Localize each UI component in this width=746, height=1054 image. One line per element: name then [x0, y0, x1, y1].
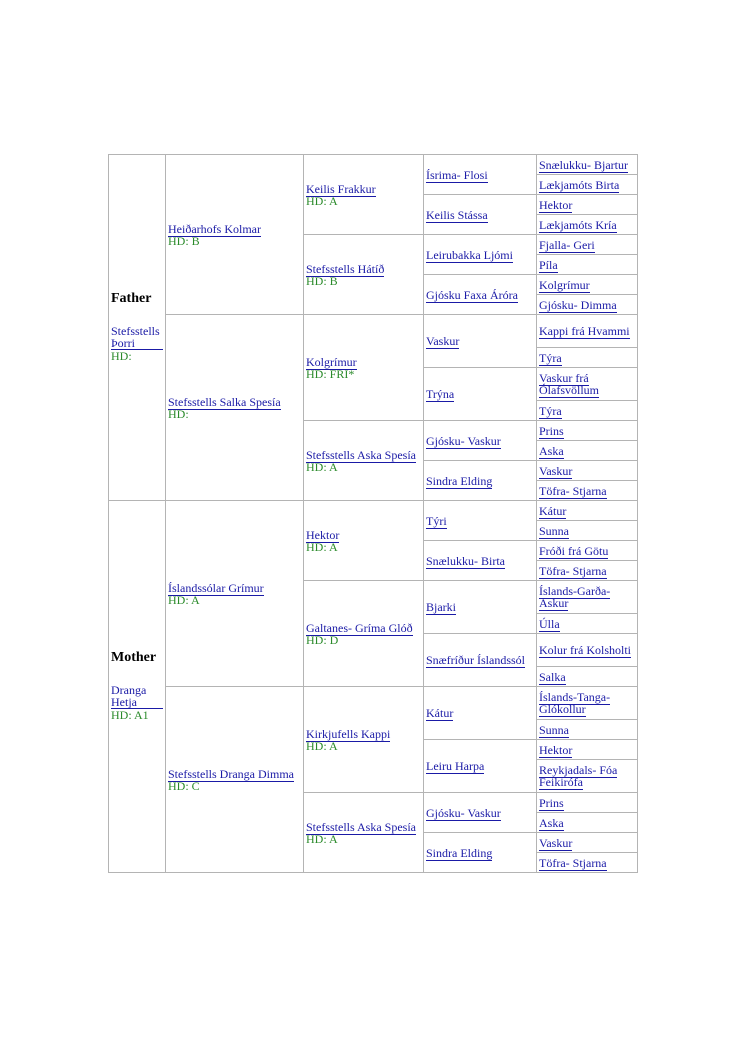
ancestor-link[interactable]: Sunna [539, 523, 569, 538]
ancestor-link[interactable]: Hektor [539, 197, 573, 212]
gen3-cell [304, 315, 424, 421]
ancestor-link[interactable]: Reykjadals- Fóa Feikirófa [539, 763, 618, 789]
ancestor-link[interactable]: Kolgrímur [539, 277, 590, 292]
ancestor-link[interactable]: Íslandssólar Grímur [168, 580, 264, 595]
father-cell [109, 155, 166, 501]
gen2-cell [166, 315, 304, 501]
mother-name-link[interactable]: Dranga Hetja [111, 684, 163, 709]
gen5-cell [537, 501, 638, 521]
gen3-cell [304, 793, 424, 873]
ancestor-link[interactable]: Gjósku Faxa Áróra [426, 287, 518, 302]
gen5-cell [537, 295, 638, 315]
ancestor-link[interactable]: Vaskur [539, 463, 573, 478]
gen4-cell [424, 235, 537, 275]
gen3-cell [304, 421, 424, 501]
ancestor-link[interactable]: Týri [426, 513, 447, 528]
ancestor-link[interactable]: Gjósku- Vaskur [426, 805, 501, 820]
ancestor-link[interactable]: Gjósku- Dimma [539, 297, 617, 312]
ancestor-link[interactable]: Snælukku- Bjartur [539, 157, 628, 172]
gen5-cell [537, 793, 638, 813]
ancestor-hd: HD: A [306, 459, 338, 474]
father-name-link[interactable]: Stefsstells Þorri [111, 325, 163, 350]
ancestor-hd: HD: A [306, 193, 338, 208]
ancestor-link[interactable]: Trýna [426, 387, 455, 401]
ancestor-hd: HD: B [306, 273, 338, 288]
ancestor-link[interactable]: Úlla [539, 616, 560, 631]
gen3-cell [304, 155, 424, 235]
mother-cell [109, 501, 166, 873]
ancestor-link[interactable]: Kátur [426, 706, 454, 720]
ancestor-link[interactable]: Bjarki [426, 600, 456, 614]
gen3-cell [304, 501, 424, 581]
ancestor-link[interactable]: Lækjamóts Birta [539, 177, 620, 192]
gen3-cell [304, 581, 424, 687]
ancestor-link[interactable]: Fróði frá Götu [539, 543, 609, 558]
ancestor-link[interactable]: Prins [539, 795, 564, 810]
gen5-cell [537, 275, 638, 295]
ancestor-link[interactable]: Stefsstells Dranga Dimma [168, 766, 294, 781]
ancestor-link[interactable]: Lækjamóts Kría [539, 217, 617, 232]
ancestor-link[interactable]: Keilis Stássa [426, 207, 488, 222]
ancestor-link[interactable]: Vaskur [426, 334, 460, 348]
gen5-cell [537, 853, 638, 873]
father-hd: HD: [111, 349, 132, 363]
ancestor-link[interactable]: Töfra- Stjarna [539, 855, 607, 870]
gen5-cell [537, 195, 638, 215]
mother-hd: HD: A1 [111, 708, 149, 722]
ancestor-link[interactable]: Aska [539, 815, 564, 830]
ancestor-link[interactable]: Prins [539, 423, 564, 438]
gen5-cell [537, 348, 638, 368]
ancestor-link[interactable]: Íslands-Tanga- Glókollur [539, 690, 611, 716]
ancestor-link[interactable]: Gjósku- Vaskur [426, 433, 501, 448]
ancestor-hd: HD: FRI* [306, 366, 355, 381]
ancestor-link[interactable]: Týra [539, 403, 562, 418]
ancestor-link[interactable]: Aska [539, 443, 564, 458]
ancestor-link[interactable]: Salka [539, 669, 566, 684]
gen5-cell [537, 813, 638, 833]
gen5-cell [537, 720, 638, 740]
ancestor-link[interactable]: Galtanes- Gríma Glóð [306, 620, 413, 635]
gen4-cell [424, 195, 537, 235]
gen5-cell [537, 541, 638, 561]
ancestor-link[interactable]: Stefsstells Aska Spesía [306, 447, 416, 462]
ancestor-hd: HD: A [306, 539, 338, 554]
gen5-cell [537, 561, 638, 581]
gen5-cell [537, 255, 638, 275]
ancestor-link[interactable]: Leirubakka Ljómi [426, 247, 513, 262]
gen5-cell [537, 461, 638, 481]
gen5-cell [537, 614, 638, 634]
ancestor-link[interactable]: Sindra Elding [426, 473, 493, 488]
ancestor-hd: HD: A [306, 831, 338, 846]
ancestor-hd: HD: B [168, 233, 200, 248]
gen5-cell [537, 687, 638, 720]
gen4-cell [424, 541, 537, 581]
gen4-cell [424, 581, 537, 634]
ancestor-link[interactable]: Kappi frá Hvammi [539, 324, 630, 338]
gen5-cell [537, 421, 638, 441]
ancestor-link[interactable]: Keilis Frakkur [306, 181, 376, 196]
ancestor-link[interactable]: Hektor [539, 742, 573, 757]
gen2-cell [166, 155, 304, 315]
gen4-cell [424, 793, 537, 833]
gen4-cell [424, 315, 537, 368]
gen4-cell [424, 155, 537, 195]
ancestor-link[interactable]: Kolur frá Kolsholti [539, 643, 631, 657]
ancestor-link[interactable]: Töfra- Stjarna [539, 563, 607, 578]
gen4-cell [424, 740, 537, 793]
ancestor-hd: HD: A [306, 738, 338, 753]
ancestor-link[interactable]: Stefsstells Hátíð [306, 261, 385, 276]
gen3-cell [304, 235, 424, 315]
ancestor-link[interactable]: Kolgrímur [306, 354, 357, 369]
gen5-cell [537, 441, 638, 461]
ancestor-link[interactable]: Sindra Elding [426, 845, 493, 860]
gen5-cell [537, 155, 638, 175]
gen4-cell [424, 275, 537, 315]
gen5-cell [537, 315, 638, 348]
gen4-cell [424, 421, 537, 461]
gen3-cell [304, 687, 424, 793]
ancestor-hd: HD: [168, 406, 189, 421]
gen2-cell [166, 501, 304, 687]
ancestor-link[interactable]: Vaskur frá Ólafsvöllum [539, 371, 599, 397]
gen5-cell [537, 634, 638, 667]
gen5-cell [537, 581, 638, 614]
gen4-cell [424, 501, 537, 541]
ancestor-link[interactable]: Íslands-Garða- Askur [539, 584, 611, 610]
ancestor-link[interactable]: Vaskur [539, 835, 573, 850]
gen4-cell [424, 368, 537, 421]
ancestor-link[interactable]: Fjalla- Geri [539, 237, 595, 252]
ancestor-hd: HD: C [168, 778, 200, 793]
ancestor-link[interactable]: Ísrima- Flosi [426, 167, 488, 182]
gen4-cell [424, 833, 537, 873]
gen5-cell [537, 481, 638, 501]
gen5-cell [537, 215, 638, 235]
gen4-cell [424, 634, 537, 687]
ancestor-link[interactable]: Stefsstells Aska Spesía [306, 819, 416, 834]
gen5-cell [537, 401, 638, 421]
ancestor-hd: HD: A [168, 592, 200, 607]
ancestor-link[interactable]: Píla [539, 257, 558, 272]
gen4-cell [424, 461, 537, 501]
gen5-cell [537, 175, 638, 195]
gen5-cell [537, 368, 638, 401]
ancestor-link[interactable]: Týra [539, 350, 562, 365]
gen5-cell [537, 235, 638, 255]
gen5-cell [537, 667, 638, 687]
pedigree-table [108, 154, 638, 873]
ancestor-hd: HD: D [306, 632, 339, 647]
gen5-cell [537, 760, 638, 793]
ancestor-link[interactable]: Kirkjufells Kappi [306, 726, 391, 741]
ancestor-link[interactable]: Snælukku- Birta [426, 553, 506, 568]
mother-label: Mother [111, 650, 157, 665]
gen4-cell [424, 687, 537, 740]
ancestor-link[interactable]: Kátur [539, 503, 567, 518]
ancestor-link[interactable]: Heiðarhofs Kolmar [168, 221, 261, 236]
father-label: Father [111, 291, 152, 306]
ancestor-link[interactable]: Leiru Harpa [426, 759, 485, 773]
gen5-cell [537, 833, 638, 853]
gen5-cell [537, 740, 638, 760]
ancestor-link[interactable]: Stefsstells Salka Spesía [168, 394, 281, 409]
ancestor-link[interactable]: Töfra- Stjarna [539, 483, 607, 498]
ancestor-link[interactable]: Snæfríður Íslandssól [426, 653, 525, 667]
ancestor-link[interactable]: Sunna [539, 722, 569, 737]
gen5-cell [537, 521, 638, 541]
gen2-cell [166, 687, 304, 873]
ancestor-link[interactable]: Hektor [306, 527, 340, 542]
